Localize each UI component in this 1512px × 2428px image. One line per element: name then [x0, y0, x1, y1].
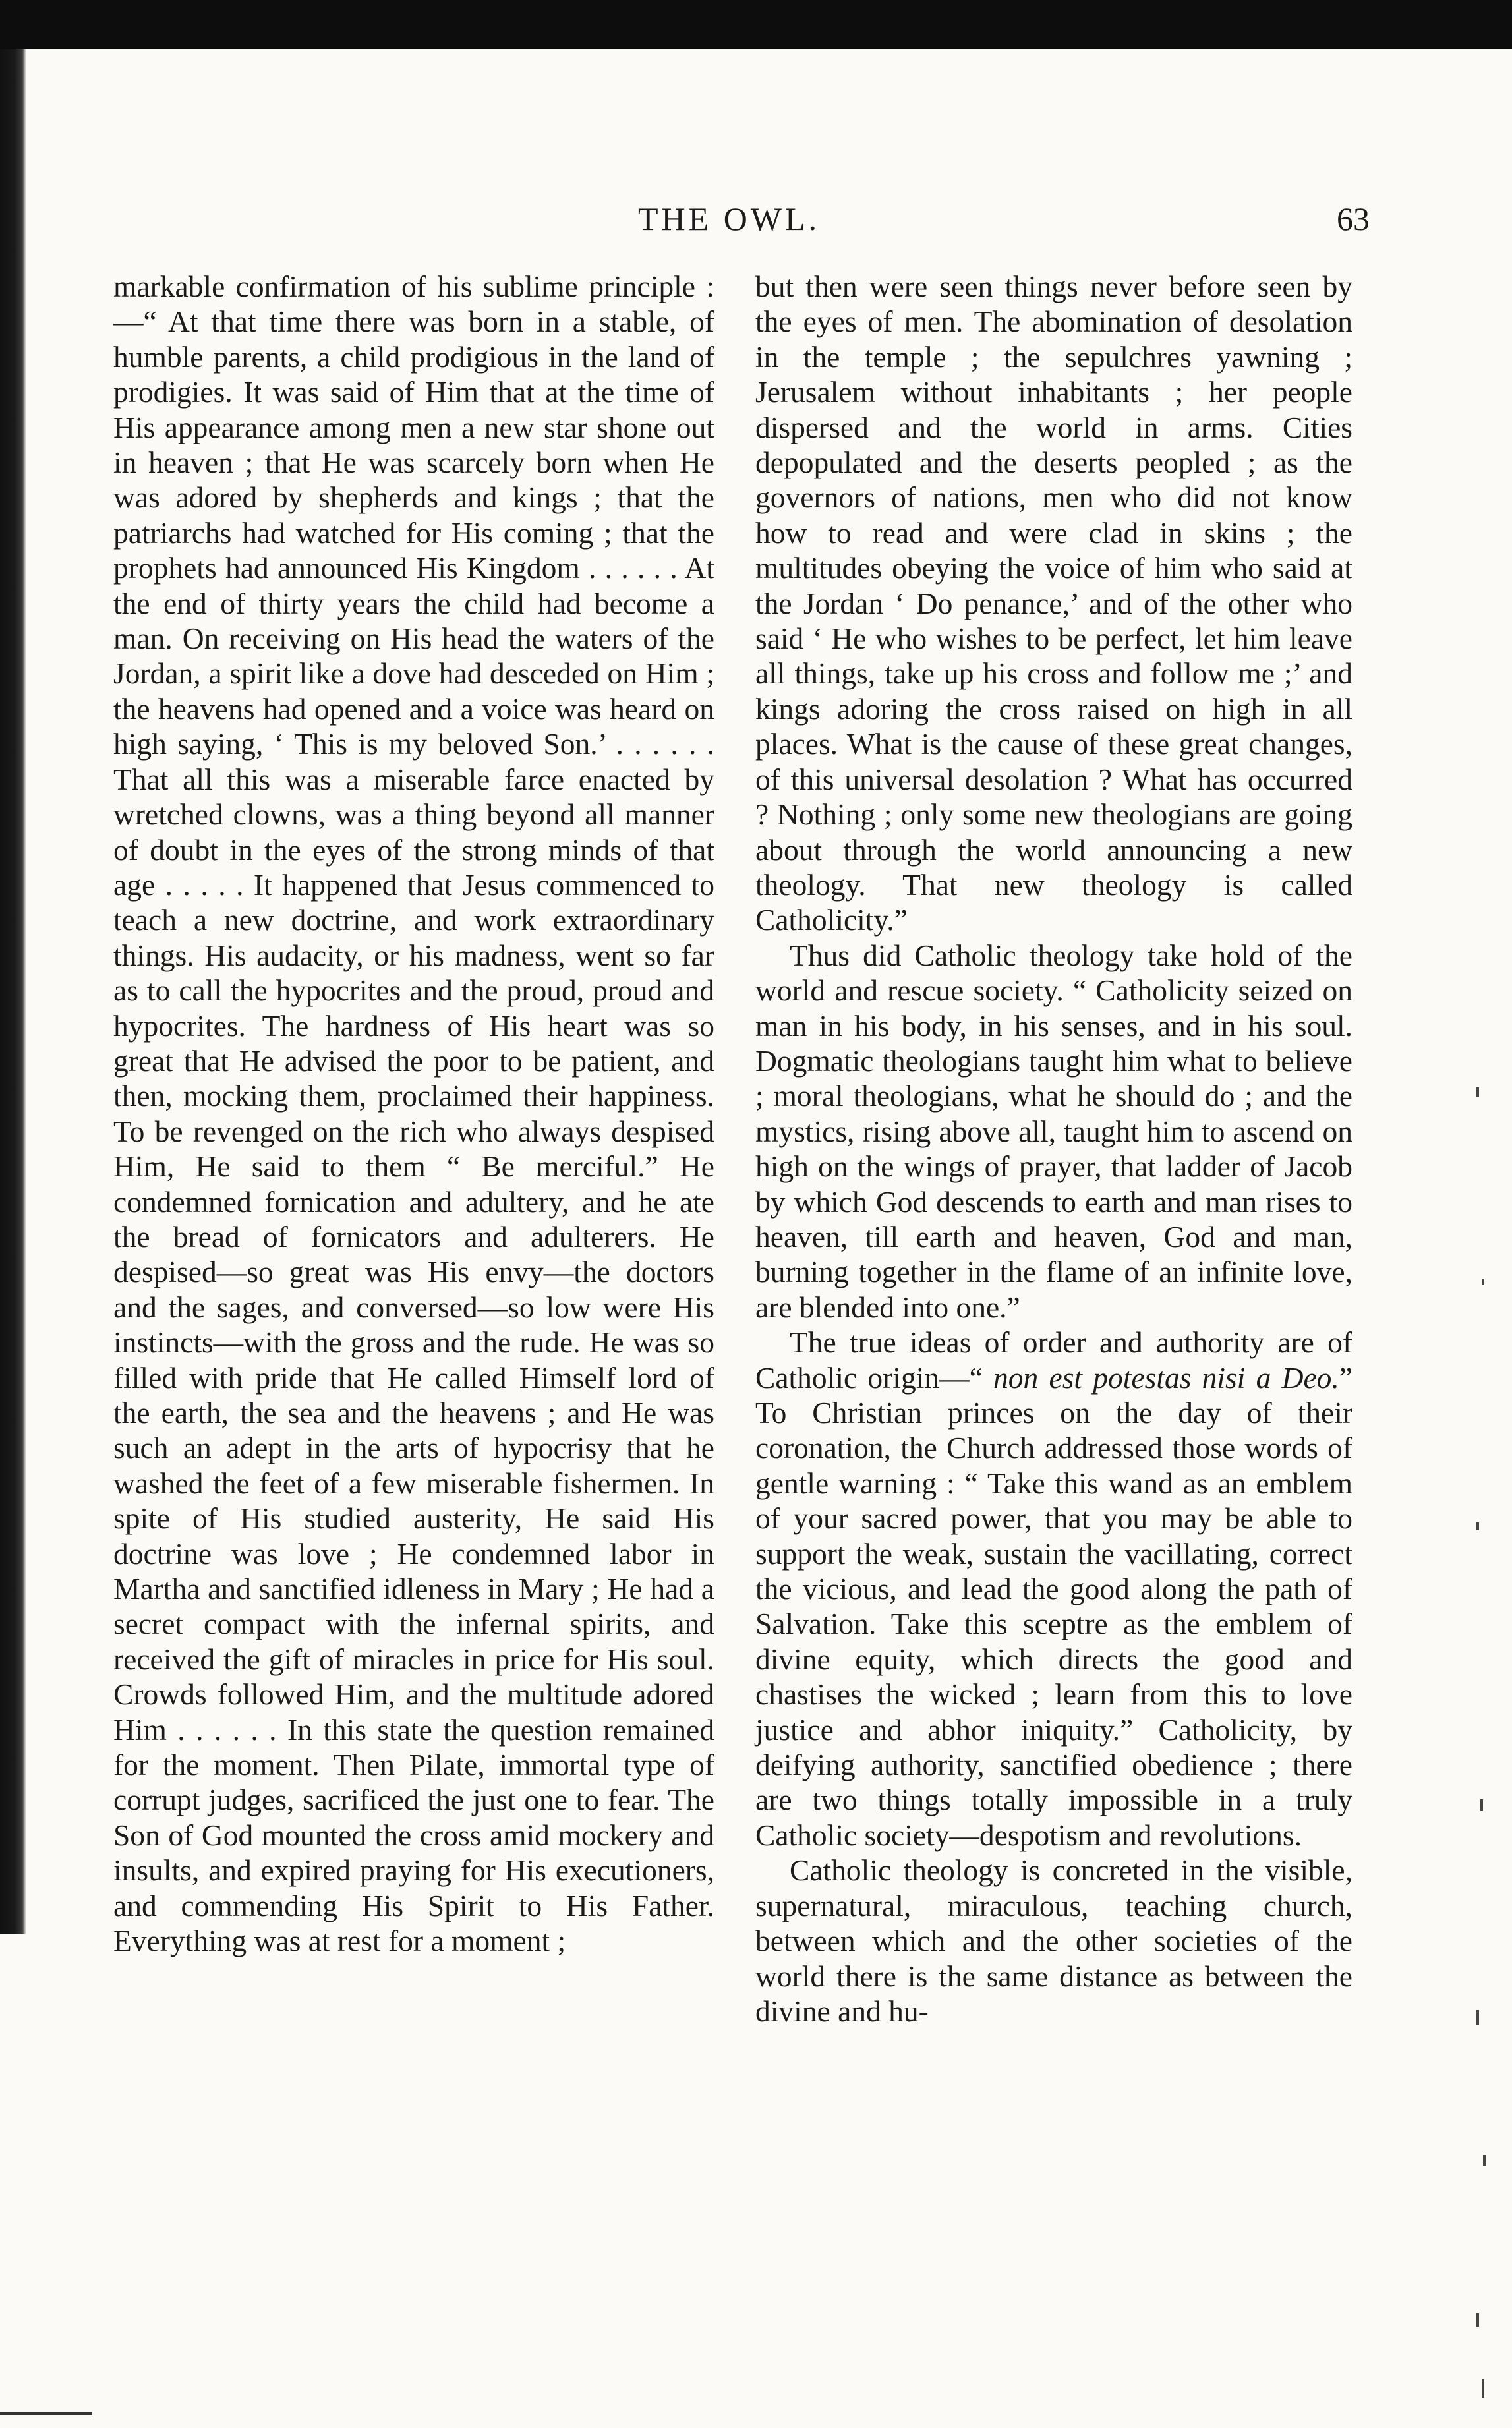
left-column — [113, 269, 714, 1959]
paragraph-right-4: Catholic theology is concreted in the visible, supernatural, miraculous, teaching church, between which and the other societies of the world there is the same distance as between the divine and hu- — [755, 1853, 1352, 2028]
running-head — [0, 198, 1512, 250]
paragraph-right-3-lead: The true ideas of order and authority are of Catholic origin—“ — [755, 1325, 1352, 1395]
scan-top-band — [0, 0, 1512, 49]
paragraph-right-1: but then were seen things never before seen by the eyes of men. The abomination of desolation in the temple ; the sepulchres yawning ; Jerusalem without inhabitants ; her people dispersed and the world in arms. Cities depopulated and the deserts peopled ; as the governors of nations, men who did not know how to read and were clad in skins ; the multitudes obeying the voice of him who said at the Jordan ‘ Do penance,’ and of the other who said ‘ He who wishes to be perfect, let him leave all things, take up his cross and follow me ;’ and kings adoring the cross raised on high in all places. What is the cause of these great changes, of this universal desolation ? What has occurred ? Nothing ; only some new theologians are going about through the world announcing a new theology. That new theology is called Catholicity.” — [755, 270, 1352, 937]
latin-quotation: non est potestas nisi a Deo. — [993, 1360, 1339, 1395]
page-number: 63 — [1337, 200, 1370, 237]
scan-left-edge — [0, 49, 26, 1934]
paragraph-right-3 — [755, 1325, 1352, 1853]
paragraph-left-1: markable confirmation of his sublime principle :—“ At that time there was born in a stable, of humble parents, a child prodigious in the land of prodigies. It was said of Him that at the time of His appearance among men a new star shone out in heaven ; that He was scarcely born when He was adored by shepherds and kings ; that the patriarchs had watched for His coming ; that the prophets had announced His Kingdom . . . . . . At the end of thirty years the child had become a man. On receiving on His head the waters of the Jordan, a spirit like a dove had desceded on Him ; the heavens had opened and a voice was heard on high saying, ‘ This is my beloved Son.’ . . . . . . That all this was a miserable farce enacted by wretched clowns, was a thing beyond all manner of doubt in the eyes of the strong minds of that age . . . . . It happened that Jesus commenced to teach a new doctrine, and work extraordinary things. His audacity, or his madness, went so far as to call the hypocrites and the proud, proud and hypocrites. The hardness of His heart was so great that He advised the poor to be patient, and then, mocking them, proclaimed their happiness. To be revenged on the rich who always despised Him, He said to them “ Be merciful.” He condemned fornication and adultery, and he ate the bread of fornicators and adulterers. He despised—so great was His envy—the doctors and the sages, and conversed—so low were His instincts—with the gross and the rude. He was so filled with pride that He called Himself lord of the earth, the sea and the heavens ; and He was such an adept in the arts of hypocrisy that he washed the feet of a few miserable fishermen. In spite of His studied austerity, He said His doctrine was love ; He condemned labor in Martha and sanctified idleness in Mary ; He had a secret compact with the infernal spirits, and received the gift of miracles in price for His soul. Crowds followed Him, and the multitude adored Him . . . . . . In this state the question remained for the moment. Then Pilate, immortal type of corrupt judges, sacrificed the just one to fear. The Son of God mounted the cross amid mockery and insults, and expired praying for His executioners, and commending His Spirit to His Father. Everything was at rest for a moment ; — [113, 270, 714, 1958]
journal-title: THE OWL. — [638, 200, 821, 237]
paragraph-right-3-rest: ” To Christian princes on the day of their coronation, the Church addressed those words of gentle warning : “ Take this wand as an emblem of your sacred power, that you may be able to support the weak, sustain the vacillating, correct the vicious, and lead the good along the path of Salvation. Take this sceptre as the emblem of divine equity, which directs the good and chastises the wicked ; learn from this to love justice and abhor iniquity.” Catholicity, by deifying authority, sanctified obedience ; there are two things totally impossible in a truly Catholic society—despotism and revolutions. — [755, 1360, 1352, 1852]
right-column — [755, 269, 1352, 2029]
scan-gutter-marks — [1476, 1087, 1496, 2406]
scan-bottom-mark — [0, 2412, 92, 2415]
paragraph-right-2: Thus did Catholic theology take hold of the world and rescue society. “ Catholicity seized on man in his body, in his senses, and in his soul. Dogmatic theologians taught him what to believe ; moral theologians, what he should do ; and the mystics, rising above all, taught him to ascend on high on the wings of prayer, that ladder of Jacob by which God descends to earth and man rises to heaven, till earth and heaven, God and man, burning together in the flame of an infinite love, are blended into one.” — [755, 938, 1352, 1324]
